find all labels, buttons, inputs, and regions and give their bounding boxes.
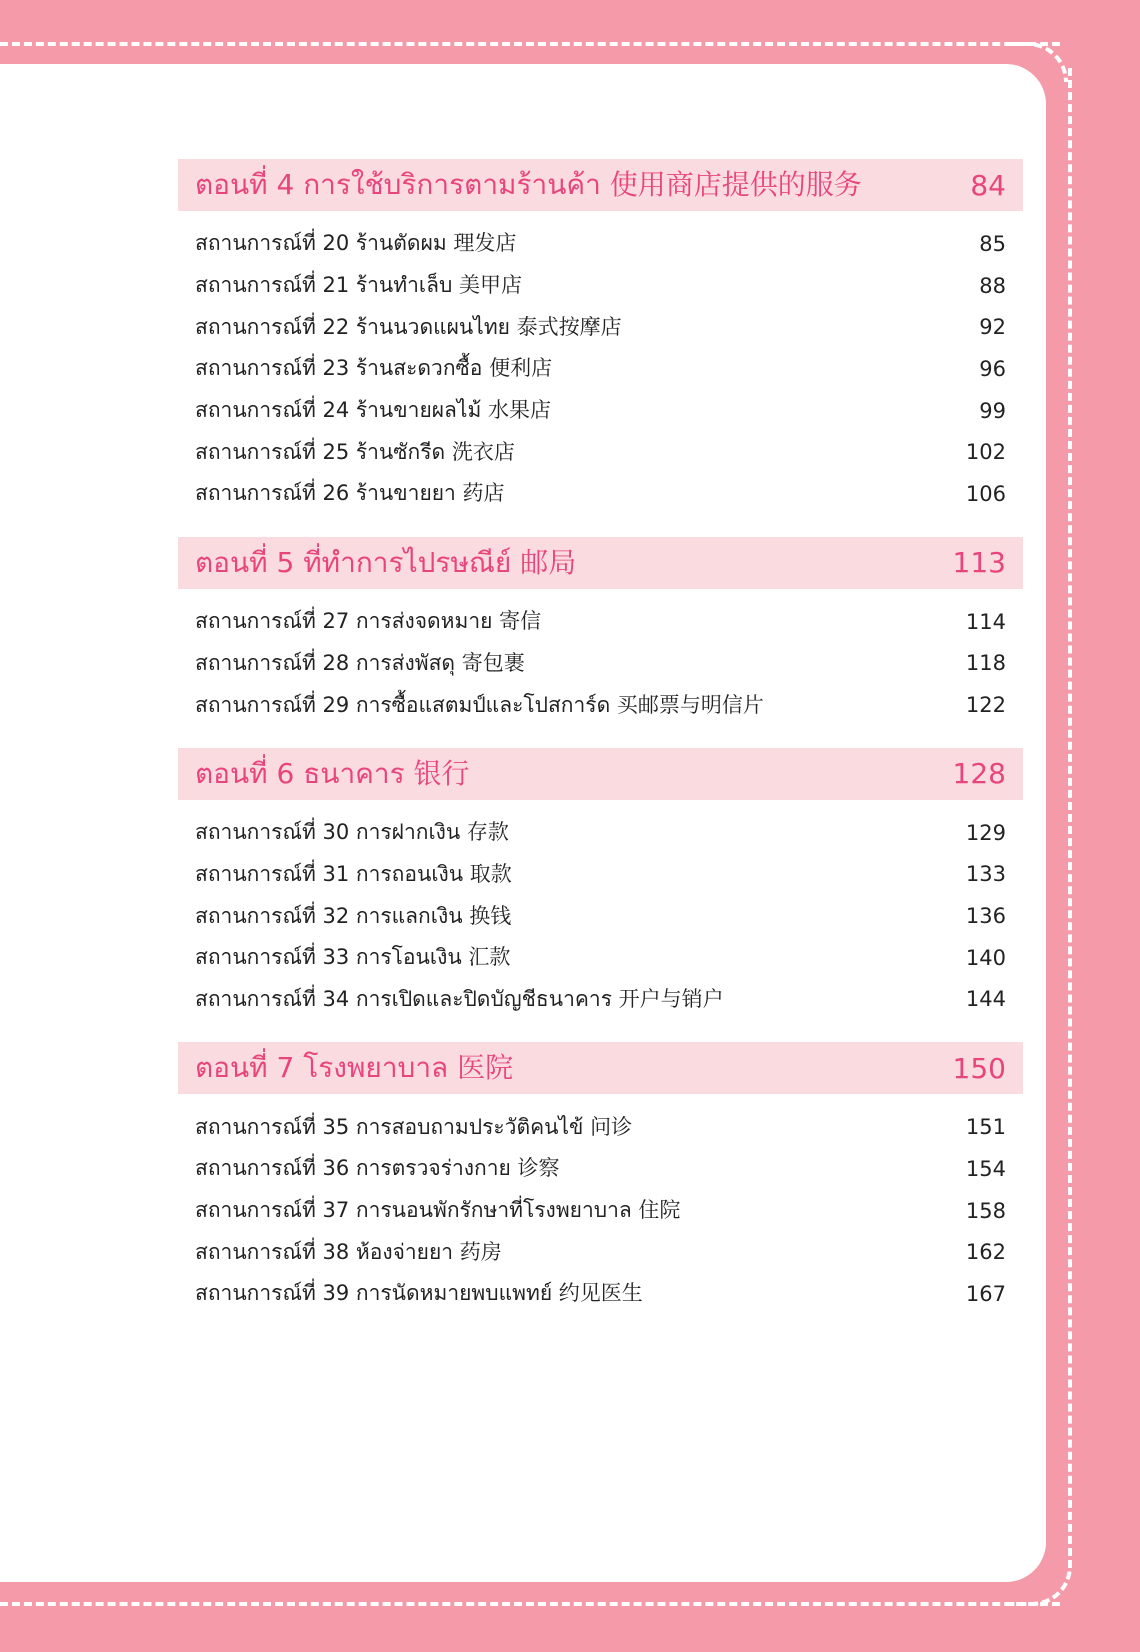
entry-page-number: 85 — [979, 231, 1006, 256]
entry-page-number: 96 — [979, 356, 1006, 381]
entry-page-number: 88 — [979, 273, 1006, 298]
section-title: ตอนที่ 6 ธนาคาร 银行 — [195, 756, 470, 790]
toc-entry[interactable] — [195, 306, 1006, 348]
entry-title: สถานการณ์ที่ 24 ร้านขายผลไม้ 水果店 — [195, 398, 551, 423]
toc-section-4 — [178, 159, 1023, 515]
entry-page-number: 92 — [979, 315, 1006, 340]
section-header[interactable] — [178, 159, 1023, 211]
entry-page-number: 151 — [965, 1115, 1006, 1140]
entry-title: สถานการณ์ที่ 21 ร้านทำเล็บ 美甲店 — [195, 273, 522, 298]
toc-entry[interactable] — [195, 390, 1006, 432]
entry-title: สถานการณ์ที่ 32 การแลกเงิน 换钱 — [195, 903, 512, 928]
toc-entry[interactable] — [195, 473, 1006, 515]
entry-page-number: 122 — [965, 693, 1006, 718]
entry-page-number: 140 — [965, 945, 1006, 970]
toc-entry[interactable] — [195, 854, 1006, 896]
entry-title: สถานการณ์ที่ 35 การสอบถามประวัติคนไข้ 问诊 — [195, 1114, 633, 1139]
section-entries — [178, 589, 1023, 726]
toc-entry[interactable] — [195, 431, 1006, 473]
entry-title: สถานการณ์ที่ 22 ร้านนวดแผนไทย 泰式按摩店 — [195, 314, 622, 339]
entry-page-number: 136 — [965, 904, 1006, 929]
section-page-number: 128 — [952, 757, 1006, 791]
entry-title: สถานการณ์ที่ 28 การส่งพัสดุ 寄包裹 — [195, 650, 525, 675]
toc-entry[interactable] — [195, 348, 1006, 390]
entry-page-number: 162 — [965, 1240, 1006, 1265]
toc-entry[interactable] — [195, 223, 1006, 265]
section-header[interactable] — [178, 748, 1023, 800]
section-entries — [178, 211, 1023, 515]
entry-title: สถานการณ์ที่ 26 ร้านขายยา 药店 — [195, 481, 505, 506]
entry-page-number: 158 — [965, 1198, 1006, 1223]
section-entries — [178, 1094, 1023, 1314]
toc-entry[interactable] — [195, 895, 1006, 937]
toc-entry[interactable] — [195, 1231, 1006, 1273]
toc-entry[interactable] — [195, 1106, 1006, 1148]
section-title: ตอนที่ 5 ที่ทำการไปรษณีย์ 邮局 — [195, 545, 577, 579]
entry-title: สถานการณ์ที่ 37 การนอนพักรักษาที่โรงพยาบาล 住院 — [195, 1198, 681, 1223]
section-page-number: 150 — [952, 1051, 1006, 1085]
toc-entry[interactable] — [195, 601, 1006, 643]
entry-page-number: 154 — [965, 1156, 1006, 1181]
toc-section-5 — [178, 537, 1023, 726]
toc-entry[interactable] — [195, 812, 1006, 854]
toc-entry[interactable] — [195, 979, 1006, 1021]
toc-entry[interactable] — [195, 937, 1006, 979]
stitch-border-right — [1068, 68, 1072, 1568]
entry-page-number: 129 — [965, 820, 1006, 845]
section-title: ตอนที่ 4 การใช้บริการตามร้านค้า 使用商店提供的服务 — [195, 168, 862, 201]
toc-entry[interactable] — [195, 684, 1006, 726]
section-title: ตอนที่ 7 โรงพยาบาล 医院 — [195, 1051, 514, 1085]
entry-title: สถานการณ์ที่ 36 การตรวจร่างกาย 诊察 — [195, 1156, 560, 1181]
entry-page-number: 106 — [965, 481, 1006, 506]
toc-section-6 — [178, 748, 1023, 1020]
entry-page-number: 133 — [965, 862, 1006, 887]
toc-section-7 — [178, 1042, 1023, 1314]
entry-page-number: 114 — [965, 609, 1006, 634]
table-of-contents — [178, 159, 1023, 1337]
entry-page-number: 118 — [965, 651, 1006, 676]
entry-title: สถานการณ์ที่ 25 ร้านซักรีด 洗衣店 — [195, 439, 515, 464]
toc-entry[interactable] — [195, 265, 1006, 307]
entry-page-number: 144 — [965, 987, 1006, 1012]
entry-title: สถานการณ์ที่ 30 การฝากเงิน 存款 — [195, 820, 509, 845]
entry-title: สถานการณ์ที่ 31 การถอนเงิน 取款 — [195, 861, 512, 886]
section-header[interactable] — [178, 537, 1023, 589]
entry-title: สถานการณ์ที่ 39 การนัดหมายพบแพทย์ 约见医生 — [195, 1281, 643, 1306]
entry-title: สถานการณ์ที่ 33 การโอนเงิน 汇款 — [195, 945, 511, 970]
entry-title: สถานการณ์ที่ 23 ร้านสะดวกซื้อ 便利店 — [195, 356, 553, 381]
toc-entry[interactable] — [195, 1148, 1006, 1190]
section-header[interactable] — [178, 1042, 1023, 1094]
entry-page-number: 102 — [965, 440, 1006, 465]
entry-title: สถานการณ์ที่ 27 การส่งจดหมาย 寄信 — [195, 609, 542, 634]
entry-title: สถานการณ์ที่ 34 การเปิดและปิดบัญชีธนาคาร 开户与销户 — [195, 986, 724, 1011]
entry-page-number: 99 — [979, 398, 1006, 423]
entry-page-number: 167 — [965, 1281, 1006, 1306]
entry-title: สถานการณ์ที่ 20 ร้านตัดผม 理发店 — [195, 231, 517, 256]
stitch-border-top — [0, 42, 1060, 46]
section-page-number: 84 — [970, 168, 1006, 202]
entry-title: สถานการณ์ที่ 29 การซื้อแสตมป์และโปสการ์ด 买邮票与明信片 — [195, 692, 764, 717]
section-entries — [178, 800, 1023, 1020]
toc-entry[interactable] — [195, 1273, 1006, 1315]
toc-entry[interactable] — [195, 643, 1006, 685]
section-page-number: 113 — [952, 546, 1006, 580]
entry-title: สถานการณ์ที่ 38 ห้องจ่ายยา 药房 — [195, 1239, 502, 1264]
stitch-border-bottom — [0, 1602, 1060, 1606]
toc-entry[interactable] — [195, 1190, 1006, 1232]
